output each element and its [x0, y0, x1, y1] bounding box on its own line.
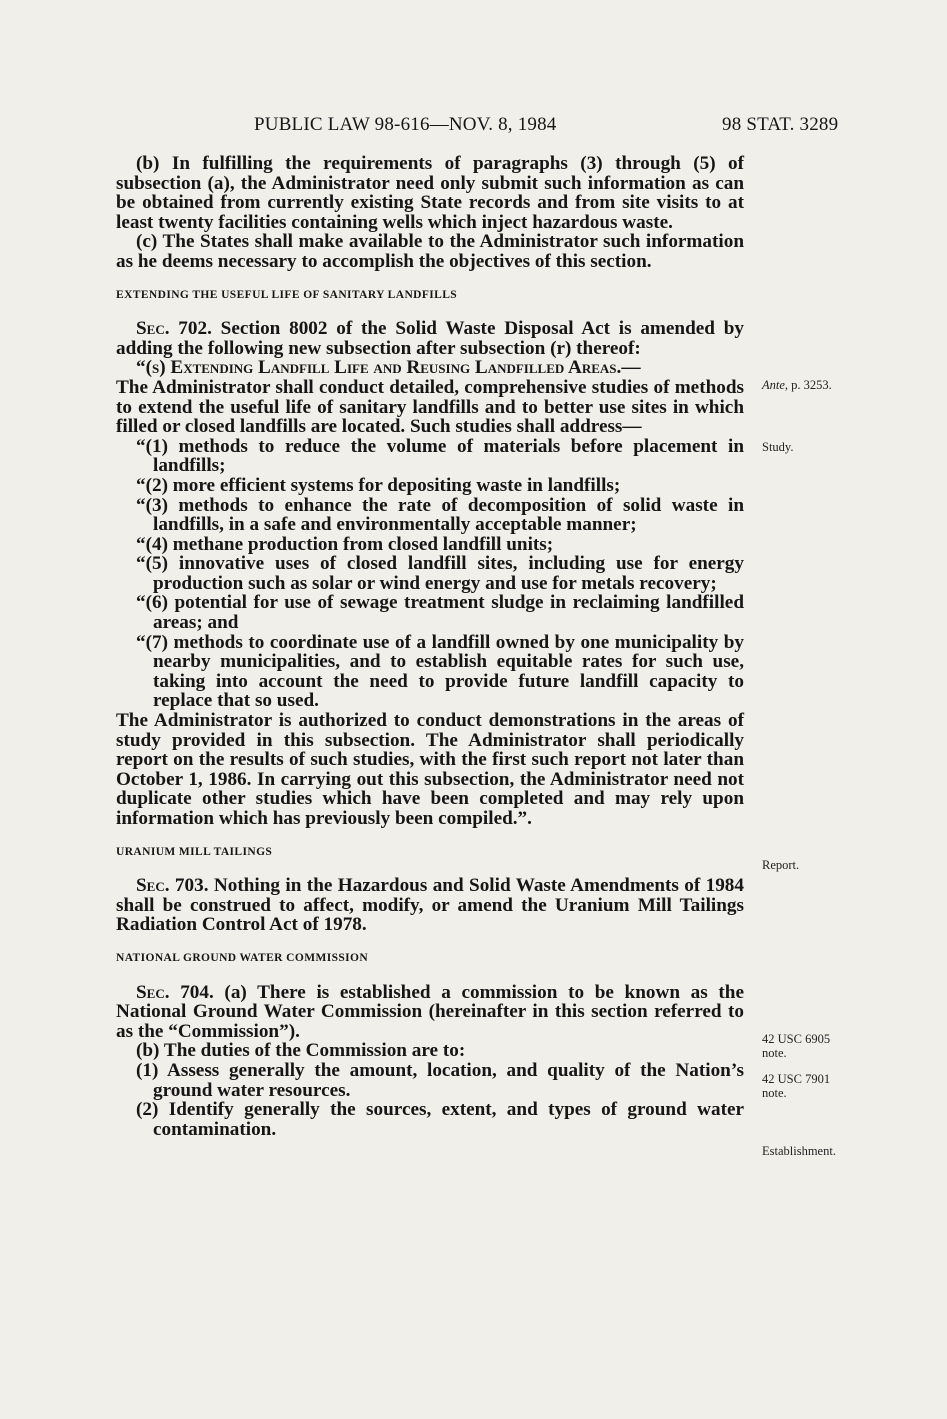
subsection-s-title: [116, 358, 744, 378]
section-heading-702: EXTENDING THE USEFUL LIFE OF SANITARY LANDFILLS: [116, 288, 458, 301]
sec-702-body: 702. Section 8002 of the Solid Waste Disposal Act is amended by adding the following new subsection after subsection (r) thereof:: [116, 318, 744, 359]
list-item: “(5) innovative uses of closed landfill sites, including use for energy production such as solar or wind energy and use for metals recovery;: [136, 553, 744, 594]
list-item: “(4) methane production from closed landfill units;: [136, 533, 554, 555]
section-704-text: [116, 983, 744, 1042]
paragraph-c-states: (c) The States shall make available to the Administrator such information as he deems necessary to accomplish the objectives of this section.: [116, 231, 744, 272]
sec-label: Sec.: [136, 981, 170, 1003]
subsection-s-text: The Administrator shall conduct detailed, comprehensive studies of methods to extend the useful life of sanitary landfills and to better use sites in which filled or closed landfills are located. Such studies shall address—: [116, 376, 744, 438]
list-item: “(1) methods to reduce the volume of materials before placement in landfills;: [136, 435, 744, 477]
section-heading-703: URANIUM MILL TAILINGS: [116, 845, 273, 858]
margin-note-ante: [762, 378, 832, 392]
margin-note-usc-6905: 42 USC 6905 note.: [762, 1032, 831, 1060]
list-item: “(6) potential for use of sewage treatment sludge in reclaiming landfilled areas; and: [136, 592, 744, 634]
list-item: “(2) more efficient systems for depositing waste in landfills;: [136, 474, 621, 496]
sec-703-body: 703. Nothing in the Hazardous and Solid Waste Amendments of 1984 shall be construed to affect, modify, or amend the Uranium Mill Tailings Radiation Control Act of 1978.: [116, 875, 744, 936]
subsection-s-caption: “(s) Extending Landfill Life and Reusing Landfilled Areas.—: [136, 357, 641, 379]
list-item: “(3) methods to enhance the rate of decomposition of solid waste in landfills, in a safe and environmentally acceptable manner;: [136, 494, 744, 536]
running-header-stat: 98 STAT. 3289: [722, 114, 839, 135]
list-item: “(7) methods to coordinate use of a landfill owned by one municipality by nearby municipalities, and to establish equitable rates for such use, taking into account the need to provide future landfill capacity to replace that so used.: [136, 631, 744, 712]
ante-page: p. 3253.: [788, 378, 832, 392]
section-702-text: [116, 319, 744, 358]
duty-item: (1) Assess generally the amount, location, and quality of the Nation’s ground water resources.: [136, 1059, 744, 1101]
duty-item: (2) Identify generally the sources, extent, and types of ground water contamination.: [136, 1099, 744, 1140]
margin-note-establishment: Establishment.: [762, 1144, 836, 1158]
paragraph-b-duties: (b) The duties of the Commission are to:: [136, 1040, 466, 1062]
section-heading-704: NATIONAL GROUND WATER COMMISSION: [116, 951, 369, 964]
margin-note-report: Report.: [762, 858, 800, 872]
running-header-title: PUBLIC LAW 98-616—NOV. 8, 1984: [254, 114, 557, 135]
section-702-closing: The Administrator is authorized to conduct demonstrations in the areas of study provided in this subsection. The Administrator shall periodically report on the results of such studies, with the first such report not later than October 1, 1986. In carrying out this subsection, the Administrator need not duplicate other studies which have been completed and may rely upon information which has previously been compiled.”.: [116, 710, 744, 829]
body-text: [116, 154, 744, 1139]
sec-704-body: 704. (a) There is established a commission to be known as the National Ground Water Commission (hereinafter in this section referred to as the “Commission”).: [116, 981, 744, 1042]
sec-label: Sec.: [136, 318, 170, 340]
sec-label: Sec.: [136, 875, 170, 897]
section-703-text: [116, 876, 744, 935]
margin-note-usc-7901: 42 USC 7901 note.: [762, 1072, 831, 1100]
margin-note-study: Study.: [762, 440, 794, 454]
ante-italic: Ante,: [762, 378, 789, 392]
paragraph-b-fulfilling: (b) In fulfilling the requirements of paragraphs (3) through (5) of subsection (a), the Administrator need only submit such information as can be obtained from currently existing State records and from site visits to at least twenty facilities containing wells which inject hazardous waste.: [116, 153, 744, 233]
